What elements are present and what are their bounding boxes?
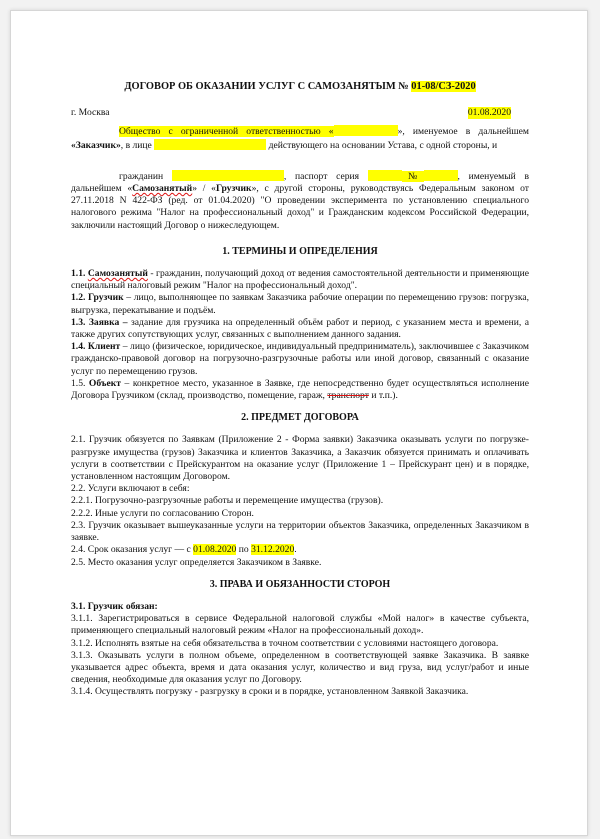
term-1-1: 1.1. Самозанятый - гражданин, получающий доход от ведения самостоятельной деятельности и применяющие специальный налоговый режим "Налог на профессиональный доход".: [71, 268, 529, 292]
contract-date: 01.08.2020: [467, 107, 511, 119]
clause-2-5: 2.5. Место оказания услуг определяется Заказчиком в Заявке.: [71, 556, 322, 568]
passport-series-blank: [368, 170, 402, 181]
clause-2-4: 2.4. Срок оказания услуг — с 01.08.2020 по 31.12.2020.: [71, 544, 297, 556]
parties-loader: гражданин , паспорт серия № , именуемый в дальнейшем «Самозанятый» / «Грузчик», с другой стороны, руководствуясь Федеральным законом от 27.11.2018 N 422-ФЗ (ред. от 01.04.2020) "О проведении эксперимента по установлению специального налогового режима "Налог на профессиональный доход" и Гражданским кодексом Российской Федерации, заключили настоящий Договор о нижеследующем.: [71, 170, 530, 231]
clause-3-1-3: 3.1.3. Оказывать услуги в полном объеме, определенном в соответствующей заявке Заказчика. В заявке указывается адрес объекта, время и дата оказания услуг, количество и вид груза, вид услуг/работ и иные сведения, необходимые для оказания услуг по Договору.: [71, 649, 529, 686]
parties-customer: Общество с ограниченной ответственностью « », именуемое в дальнейшем «Заказчик», в лице действующего на основании Устава, с одной стороны, и: [71, 126, 529, 151]
city-date-row: [71, 107, 529, 119]
term-1-2: 1.2. Грузчик – лицо, выполняющее по заявкам Заказчика рабочие операции по перемещению грузов: погрузка, выгрузка, перекатывание и подъём.: [71, 292, 529, 316]
clause-2-2-2: 2.2.2. Иные услуги по согласованию Сторон.: [71, 507, 254, 519]
company-name-blank: [334, 125, 398, 136]
section-2-title: 2. ПРЕДМЕТ ДОГОВОРА: [241, 412, 359, 424]
term-start-date: 01.08.2020: [193, 544, 237, 556]
representative-blank: [154, 139, 266, 150]
clause-2-2: 2.2. Услуги включают в себя:: [71, 483, 190, 495]
clause-3-1-4: 3.1.4. Осуществлять погрузку - разгрузку в сроки и в порядке, установленном Заявкой Заказчика.: [71, 686, 469, 698]
citizen-name-blank: [172, 170, 284, 181]
clause-2-3: 2.3. Грузчик оказывает вышеуказанные услуги на территории объектов Заказчика, определенных Заказчиком в заявке.: [71, 519, 529, 544]
city: г. Москва: [71, 107, 110, 119]
passport-number-blank: [424, 170, 458, 181]
contract-number: 01-08/СЗ-2020: [411, 81, 476, 92]
clause-2-2-1: 2.2.1. Погрузочно-разгрузочные работы и перемещение имущества (грузов).: [71, 495, 384, 507]
term-1-5: 1.5. Объект – конкретное место, указанное в Заявке, где непосредственно будет осуществляться исполнение Договора Грузчиком (склад, производство, помещение, гараж, транспорт и т.п.).: [71, 377, 529, 402]
term-end-date: 31.12.2020: [251, 544, 295, 556]
term-1-3: 1.3. Заявка – задание для грузчика на определенный объём работ и период, с указанием места и времени, а также других сопутствующих услуг, связанных с выполнением данного задания.: [71, 316, 529, 341]
document-title: ДОГОВОР ОБ ОКАЗАНИИ УСЛУГ С САМОЗАНЯТЫМ № 01-08/СЗ-2020: [124, 81, 476, 92]
clause-3-1: 3.1. Грузчик обязан:: [71, 600, 158, 612]
section-3-title: 3. ПРАВА И ОБЯЗАННОСТИ СТОРОН: [209, 578, 391, 590]
clause-3-1-2: 3.1.2. Исполнять взятые на себя обязательства в точном соответствии с условиями настоящего договора.: [71, 637, 499, 649]
section-1-title: 1. ТЕРМИНЫ И ОПРЕДЕЛЕНИЯ: [222, 245, 378, 257]
document-content: [71, 81, 529, 699]
document-page: [10, 10, 588, 836]
clause-2-1: 2.1. Грузчик обязуется по Заявкам (Приложение 2 - Форма заявки) Заказчика оказывать услуги по погрузке-разгрузке имущества (грузов) Заказчика и клиентов Заказчика, а Заказчик обязуется принимать и оплачивать услуги в соответствии с Прейскурантом на оказание услуг (Приложение 1 – Прейскурант цен) и в порядке, установленном настоящим Договором.: [71, 434, 529, 483]
term-1-4: 1.4. Клиент – лицо (физическое, юридическое, индивидуальный предприниматель), заключившее с Заказчиком гражданско-правовой договор на погрузочно-разгрузочные работы или иной договор, связанный с оказание услуг по перемещению грузов.: [71, 341, 529, 377]
clause-3-1-1: 3.1.1. Зарегистрироваться в сервисе Федеральной налоговой службы «Мой налог» в качестве субъекта, применяющего специальный налоговый режим «Налог на профессиональный доход».: [71, 613, 529, 637]
